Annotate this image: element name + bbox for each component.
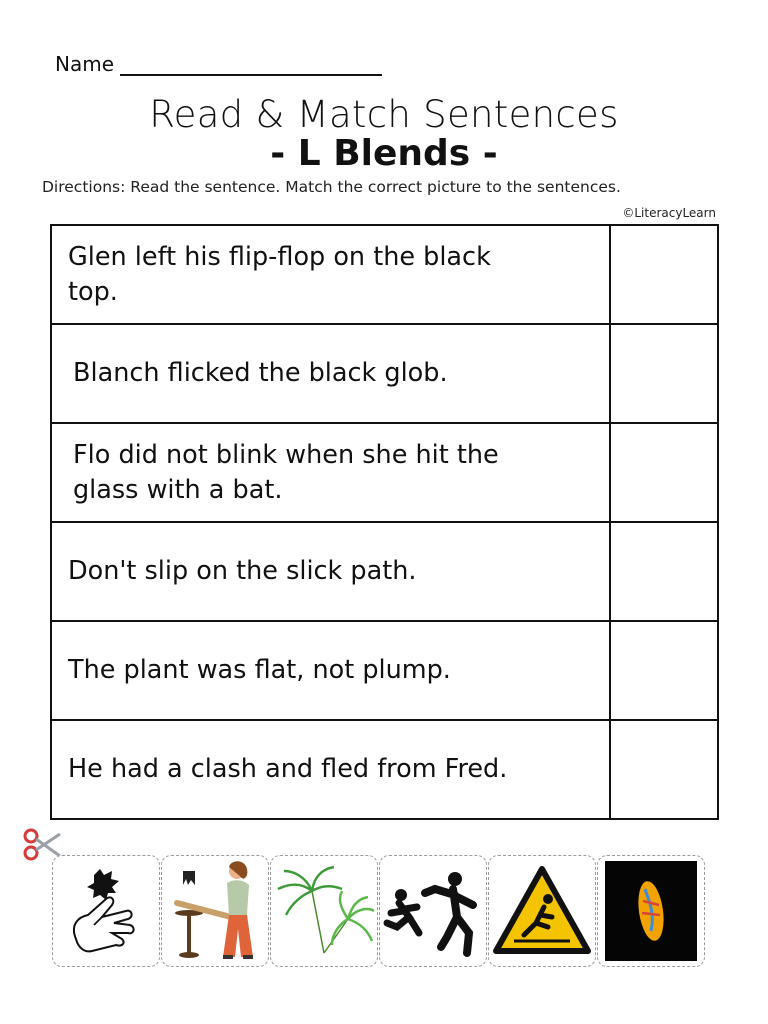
sentence-table bbox=[50, 224, 719, 820]
table-row bbox=[51, 621, 718, 720]
copyright-text: ©LiteracyLearn bbox=[622, 206, 716, 220]
sentence-line: Flo did not blink when she hit the bbox=[73, 439, 499, 470]
sentence-cell bbox=[51, 621, 610, 720]
sentence-cell bbox=[51, 324, 610, 423]
sentence-cell bbox=[51, 720, 610, 819]
chase-figures-icon bbox=[381, 861, 485, 961]
sentence-line: Blanch flicked the black glob. bbox=[73, 358, 448, 388]
sentence-cell bbox=[51, 522, 610, 621]
picture-card[interactable] bbox=[270, 855, 378, 967]
match-box[interactable] bbox=[610, 423, 718, 522]
sentence-cell bbox=[51, 225, 610, 324]
flip-flop-icon bbox=[605, 861, 697, 961]
name-label: Name bbox=[55, 52, 115, 76]
sentence-line: He had a clash and fled from Fred. bbox=[68, 754, 508, 784]
woman-bat-glass-icon bbox=[165, 857, 265, 965]
palm-plant-icon bbox=[272, 861, 376, 961]
name-line[interactable] bbox=[120, 54, 382, 76]
match-box[interactable] bbox=[610, 324, 718, 423]
match-box[interactable] bbox=[610, 621, 718, 720]
picture-card[interactable] bbox=[379, 855, 487, 967]
sentence-line: The plant was flat, not plump. bbox=[68, 655, 451, 685]
directions-text: Directions: Read the sentence. Match the correct picture to the sentences. bbox=[42, 178, 621, 196]
sentence-line: glass with a bat. bbox=[73, 474, 283, 505]
name-row bbox=[55, 52, 382, 76]
slip-warning-icon bbox=[492, 863, 592, 959]
sentence-cell bbox=[51, 423, 610, 522]
picture-card-strip bbox=[52, 855, 705, 967]
match-box[interactable] bbox=[610, 522, 718, 621]
table-row bbox=[51, 324, 718, 423]
finger-flick-icon bbox=[56, 861, 156, 961]
picture-card[interactable] bbox=[161, 855, 269, 967]
match-box[interactable] bbox=[610, 225, 718, 324]
page-title: Read & Match Sentences bbox=[149, 93, 619, 136]
sentence-line: Don't slip on the slick path. bbox=[68, 556, 417, 586]
table-row bbox=[51, 423, 718, 522]
picture-card[interactable] bbox=[488, 855, 596, 967]
table-row bbox=[51, 720, 718, 819]
sentence-line: top. bbox=[68, 276, 118, 307]
match-box[interactable] bbox=[610, 720, 718, 819]
table-row bbox=[51, 225, 718, 324]
sentence-line: Glen left his flip-flop on the black bbox=[68, 241, 491, 272]
picture-card[interactable] bbox=[597, 855, 705, 967]
table-row bbox=[51, 522, 718, 621]
picture-card[interactable] bbox=[52, 855, 160, 967]
page-subtitle: - L Blends - bbox=[270, 133, 498, 174]
